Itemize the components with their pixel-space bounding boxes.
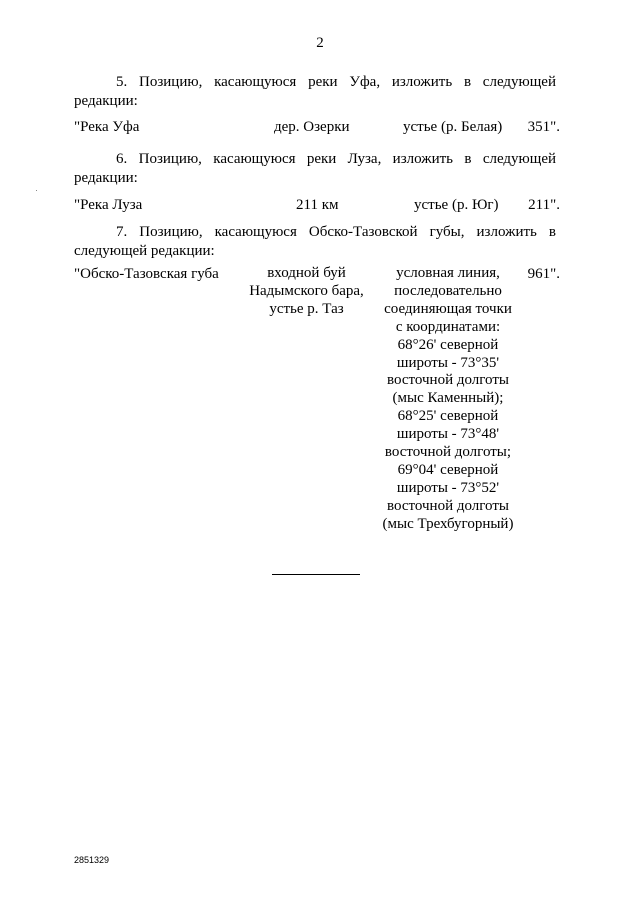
end-separator [272, 574, 360, 575]
item-7-to-line: 69°04' северной [397, 461, 499, 478]
item-7-to-line: 68°25' северной [397, 408, 499, 425]
footer-code: 2851329 [74, 855, 110, 865]
margin-mark [36, 190, 37, 191]
item-5-name: "Река Уфа [74, 119, 140, 135]
item-6-length: 211". [528, 197, 560, 213]
item-7-to-line: восточной долготы [387, 372, 509, 389]
item-6-intro-cont: редакции: [74, 170, 138, 186]
item-7-to-line: широты - 73°48' [396, 426, 500, 443]
item-7-to-line: восточной долготы [387, 497, 509, 514]
item-7-length: 961". [527, 266, 560, 282]
item-7-name: "Обско-Тазовская губа [74, 266, 219, 282]
item-7-to-line: (мыс Каменный); [392, 390, 504, 407]
item-6-intro: 6. Позицию, касающуюся реки Луза, изложить в следующей [116, 151, 556, 167]
item-7-to-line: 68°26' северной [397, 336, 499, 353]
item-5-intro: 5. Позицию, касающуюся реки Уфа, изложить в следующей [116, 74, 556, 90]
item-7-to [378, 265, 518, 534]
item-7-from-line: входной буй [267, 265, 346, 281]
item-7-intro: 7. Позицию, касающуюся Обско-Тазовской губы, изложить в [116, 224, 556, 240]
item-5-intro-cont: редакции: [74, 93, 138, 109]
item-6-to: устье (р. Юг) [414, 197, 499, 213]
item-6-name: "Река Луза [74, 197, 143, 213]
item-7-to-line: широты - 73°52' [396, 479, 500, 496]
item-7-from-line: устье р. Таз [269, 300, 344, 317]
item-7-to-line: соединяющая точки [384, 300, 512, 317]
item-7-to-line: последовательно [394, 282, 502, 299]
item-7-from-line: Надымского бара, [249, 282, 364, 299]
item-7-from [244, 265, 369, 319]
item-7-to-line: (мыс Трехбугорный) [382, 515, 514, 532]
item-7-to-line: с координатами: [395, 318, 501, 335]
item-5-from: дер. Озерки [274, 119, 350, 135]
item-7-to-line: восточной долготы; [384, 444, 512, 461]
item-6-from: 211 км [296, 197, 339, 213]
page-number: 2 [316, 35, 324, 51]
item-7-intro-cont: следующей редакции: [74, 243, 215, 259]
item-5-to: устье (р. Белая) [403, 119, 503, 135]
item-7-to-line: условная линия, [396, 265, 500, 281]
item-5-length: 351". [527, 119, 560, 135]
item-7-to-line: широты - 73°35' [396, 354, 500, 371]
